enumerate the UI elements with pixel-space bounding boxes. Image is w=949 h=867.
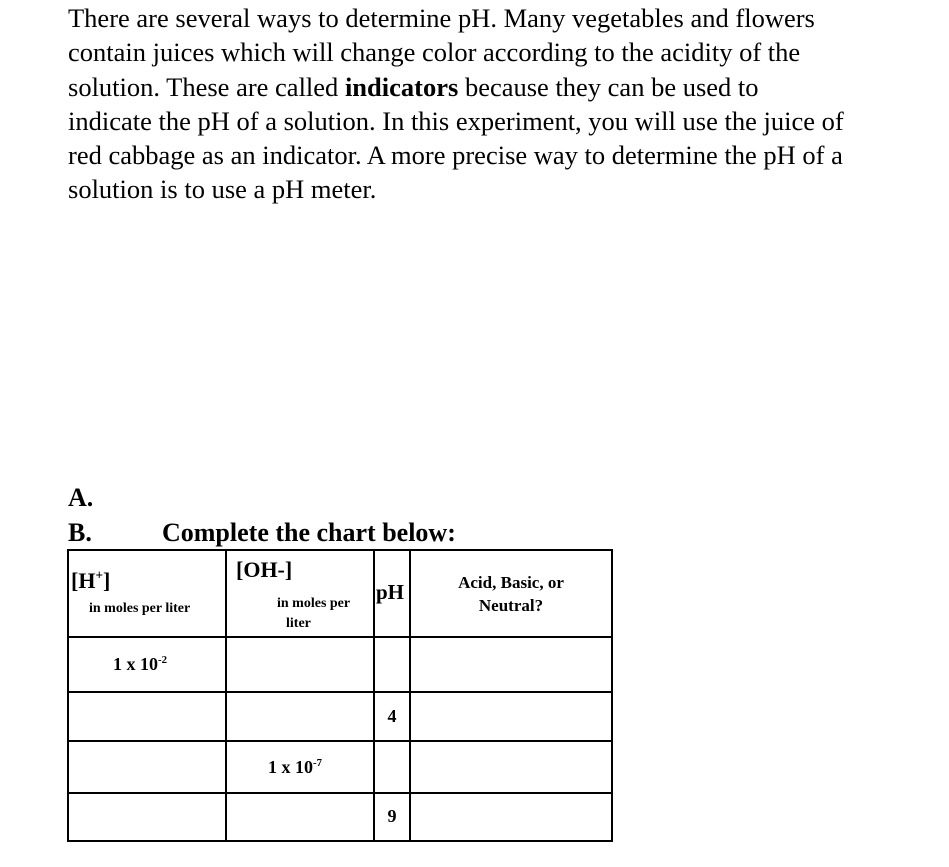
oh-units-line2: liter (286, 616, 311, 631)
h-plus-header: [H+] (71, 567, 111, 593)
intro-text-2: because they can be used to indicate the pH of a solution. In this experiment, you will use the juice of red cabbage as an indicator. A more precise way to determine the pH of a solution is to use a pH meter. (68, 71, 844, 205)
row4-ph-value: 9 (387, 806, 397, 826)
row3-oh-value: 1 x $10^{-7}$ (268, 757, 322, 777)
oh-header: [OH-] (236, 557, 293, 582)
row2-ph-value: 4 (387, 706, 397, 726)
indicators-term: indicators (344, 71, 459, 102)
section-b-label: B. (68, 518, 92, 547)
row1-h-value: 1 x $10^{-2}$ (113, 654, 167, 674)
section-a-label: A. (68, 483, 94, 512)
intro-text-1: There are several ways to determine pH. Many vegetables and flowers contain juices which will change color according to the acidity of the solution. These are called (68, 3, 815, 102)
table-border (68, 550, 612, 841)
oh-units-line1: in moles per (277, 596, 351, 611)
h-plus-units: in moles per liter (89, 601, 191, 616)
classification-header-line2: Neutral? (478, 596, 544, 615)
chart-title: Complete the chart below: (162, 518, 456, 547)
ph-header: pH (376, 580, 405, 604)
classification-header-line1: Acid, Basic, or (458, 573, 564, 592)
